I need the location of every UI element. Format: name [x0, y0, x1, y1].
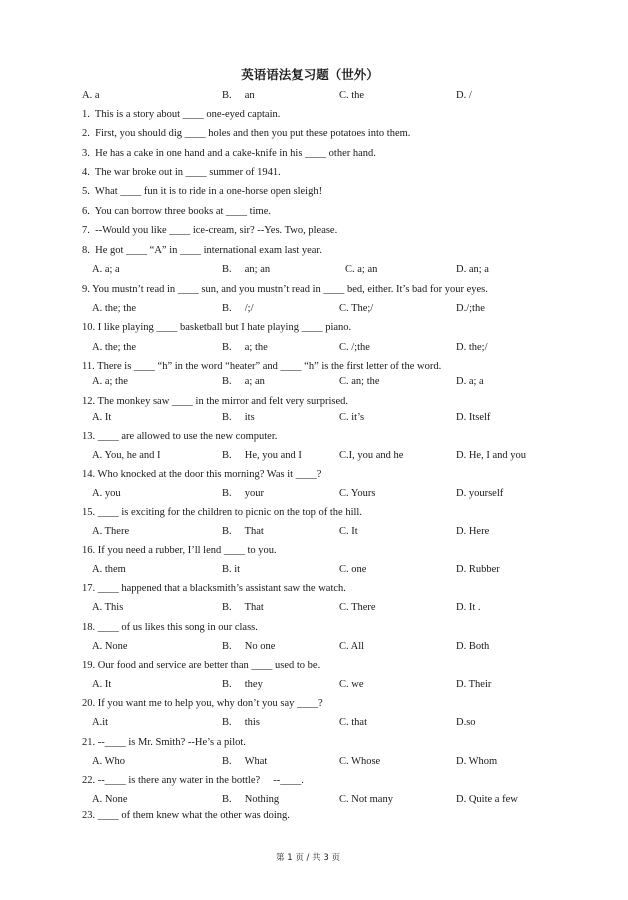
question-21: 21. --____ is Mr. Smith? --He’s a pilot. [82, 737, 246, 748]
option-b: B. a; the [222, 342, 268, 353]
question-11: 11. There is ____ “h” in the word “heater” and ____ “h” is the first letter of the word. [82, 361, 442, 372]
options-row-14 [0, 488, 628, 500]
option-a: A. It [92, 412, 112, 423]
option-b: B. That [222, 526, 264, 537]
option-b: B. this [222, 717, 260, 728]
option-c: C. There [339, 602, 376, 613]
option-d: D. Quite a few [456, 794, 518, 805]
question-16: 16. If you need a rubber, I’ll lend ____ to you. [82, 545, 277, 556]
option-c: C. Whose [339, 756, 381, 767]
option-a: A.it [92, 717, 109, 728]
option-b: B. an [222, 90, 255, 101]
question-12: 12. The monkey saw ____ in the mirror and felt very surprised. [82, 396, 349, 407]
option-b: B. /;/ [222, 303, 254, 314]
option-c: C. /;the [339, 342, 370, 353]
option-c: C. the [339, 90, 365, 101]
question-10: 10. I like playing ____ basketball but I hate playing ____ piano. [82, 322, 352, 333]
option-a: A. them [92, 564, 126, 575]
options-row-17 [0, 602, 628, 614]
question-9: 9. You mustn’t read in ____ sun, and you mustn’t read in ____ bed, either. It’s bad for your eyes. [82, 284, 488, 295]
question-22: 22. --____ is there any water in the bottle? --____. [82, 775, 304, 786]
option-d: D. yourself [456, 488, 504, 499]
question-18: 18. ____ of us likes this song in our class. [82, 622, 258, 633]
question-1: 1. This is a story about ____ one-eyed captain. [82, 109, 281, 120]
option-a: A. There [92, 526, 130, 537]
options-row-10 [0, 342, 628, 354]
option-d: D. / [456, 90, 472, 101]
options-row-13 [0, 450, 628, 462]
option-b: B. they [222, 679, 263, 690]
option-c: C. Not many [339, 794, 393, 805]
question-6: 6. You can borrow three books at ____ time. [82, 206, 271, 217]
option-b: B. Nothing [222, 794, 280, 805]
option-d: D. an; a [456, 264, 489, 275]
question-14: 14. Who knocked at the door this morning? Was it ____? [82, 469, 322, 480]
option-a: A. It [92, 679, 112, 690]
options-row-21 [0, 756, 628, 768]
option-b: B. That [222, 602, 264, 613]
option-a: A. a [82, 90, 100, 101]
option-b: B. your [222, 488, 264, 499]
options-row-16 [0, 564, 628, 576]
option-c: C. All [339, 641, 365, 652]
option-d: D.so [456, 717, 476, 728]
option-d: D. He, I and you [456, 450, 526, 461]
shared-options-row [0, 90, 628, 102]
option-a: A. None [92, 641, 128, 652]
page-footer: 第 1 页 / 共 3 页 [276, 853, 340, 863]
options-row-9 [0, 303, 628, 315]
options-row-8 [0, 264, 628, 276]
options-row-19 [0, 679, 628, 691]
question-15: 15. ____ is exciting for the children to picnic on the top of the hill. [82, 507, 362, 518]
option-b: B. What [222, 756, 268, 767]
option-d: D./;the [456, 303, 485, 314]
option-d: D. It . [456, 602, 481, 613]
option-c: C. a; an [345, 264, 378, 275]
question-3: 3. He has a cake in one hand and a cake-knife in his ____ other hand. [82, 148, 376, 159]
question-7: 7. --Would you like ____ ice-cream, sir? --Yes. Two, please. [82, 225, 338, 236]
option-a: A. the; the [92, 342, 137, 353]
option-a: A. a; the [92, 376, 128, 387]
option-b: B. its [222, 412, 255, 423]
question-13: 13. ____ are allowed to use the new computer. [82, 431, 278, 442]
option-c: C. we [339, 679, 364, 690]
option-a: A. the; the [92, 303, 137, 314]
option-b: B. an; an [222, 264, 271, 275]
option-c: C. one [339, 564, 367, 575]
option-b: B. a; an [222, 376, 265, 387]
options-row-12 [0, 412, 628, 424]
options-row-18 [0, 641, 628, 653]
question-20: 20. If you want me to help you, why don’t you say ____? [82, 698, 323, 709]
option-d: D. Both [456, 641, 490, 652]
options-row-11 [0, 376, 628, 388]
option-c: C. It [339, 526, 358, 537]
option-d: D. Itself [456, 412, 491, 423]
question-23: 23. ____ of them knew what the other was doing. [82, 810, 290, 821]
option-d: D. the;/ [456, 342, 488, 353]
option-d: D. Rubber [456, 564, 500, 575]
option-a: A. You, he and I [92, 450, 161, 461]
option-b: B. it [222, 564, 241, 575]
option-d: D. Whom [456, 756, 498, 767]
page-title: 英语语法复习题（世外） [241, 67, 379, 82]
option-a: A. a; a [92, 264, 120, 275]
question-2: 2. First, you should dig ____ holes and then you put these potatoes into them. [82, 128, 411, 139]
option-a: A. This [92, 602, 124, 613]
option-d: D. Their [456, 679, 492, 690]
option-d: D. Here [456, 526, 490, 537]
option-c: C. it’s [339, 412, 365, 423]
options-row-20 [0, 717, 628, 729]
option-a: A. you [92, 488, 121, 499]
option-d: D. a; a [456, 376, 484, 387]
option-a: A. Who [92, 756, 126, 767]
option-c: C. that [339, 717, 367, 728]
question-19: 19. Our food and service are better than ____ used to be. [82, 660, 321, 671]
options-row-15 [0, 526, 628, 538]
option-b: B. No one [222, 641, 276, 652]
question-8: 8. He got ____ “A” in ____ international exam last year. [82, 245, 322, 256]
option-c: C. an; the [339, 376, 380, 387]
question-4: 4. The war broke out in ____ summer of 1941. [82, 167, 281, 178]
option-c: C.I, you and he [339, 450, 404, 461]
option-c: C. The;/ [339, 303, 374, 314]
option-c: C. Yours [339, 488, 376, 499]
question-5: 5. What ____ fun it is to ride in a one-horse open sleigh! [82, 186, 323, 197]
option-b: B. He, you and I [222, 450, 302, 461]
option-a: A. None [92, 794, 128, 805]
question-17: 17. ____ happened that a blacksmith’s assistant saw the watch. [82, 583, 346, 594]
options-row-22 [0, 794, 628, 806]
